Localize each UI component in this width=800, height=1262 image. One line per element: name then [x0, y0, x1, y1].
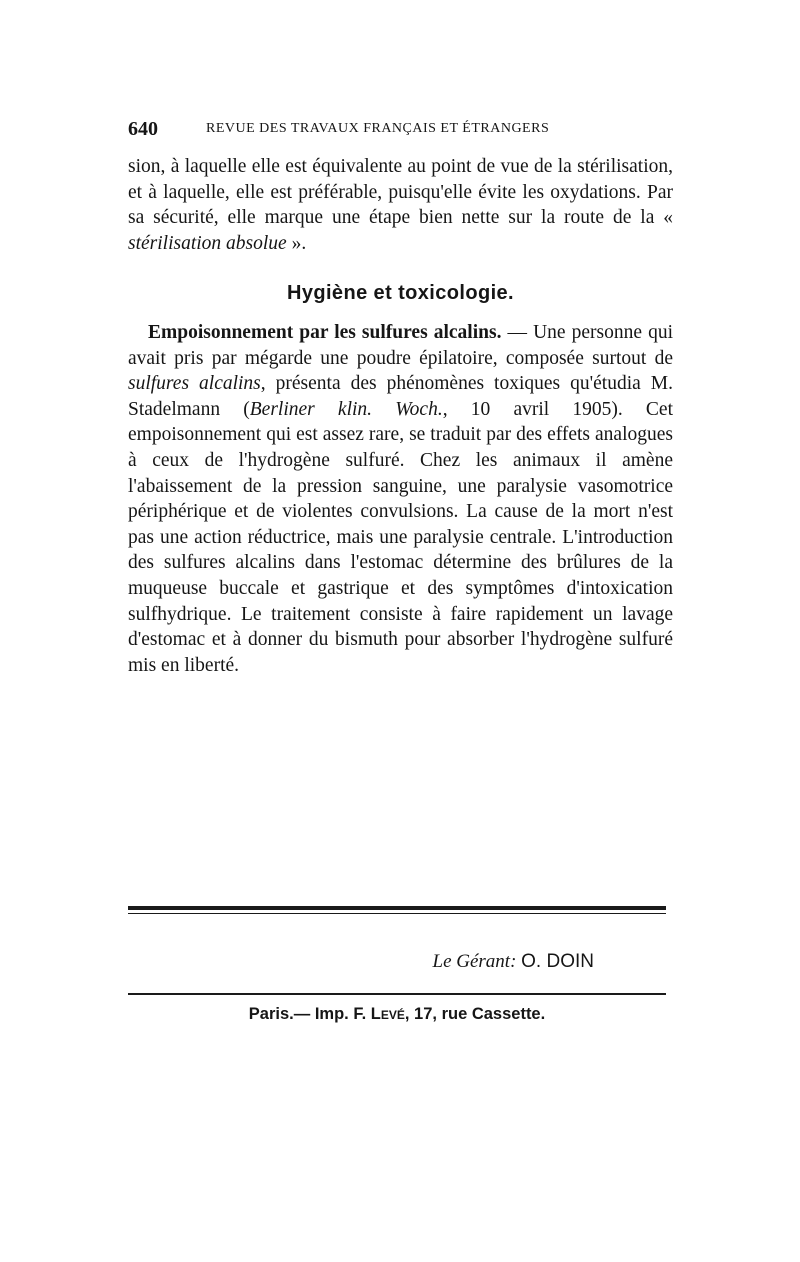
- section-heading: Hygiène et toxicologie.: [286, 282, 515, 304]
- signature-name: O. DOIN: [521, 951, 594, 972]
- running-header: [128, 118, 668, 142]
- intro-paragraph: [128, 154, 673, 256]
- article-text-2: , présenta des phénomènes toxiques qu'étudia M. Stadelmann (: [128, 373, 673, 420]
- article-text-1: — Une personne qui avait pris par mégarde une poudre épilatoire, composée surtout de: [128, 322, 673, 369]
- page-number: 640: [128, 118, 158, 140]
- imprint-address: , 17, rue Cassette.: [404, 1005, 546, 1023]
- article-paragraph: [128, 320, 673, 678]
- intro-emphasis: stérilisation absolue: [128, 232, 287, 254]
- imprint-line: [128, 1005, 666, 1024]
- signature-role: Le Gérant: [432, 951, 511, 972]
- signature: [128, 951, 594, 973]
- footer-rule-thick: [128, 906, 666, 910]
- article-emphasis-2: Berliner klin. Woch.: [249, 398, 443, 420]
- article-text-3: , 10 avril 1905). Cet empoisonnement qui est assez rare, se traduit par des effets analogues à ceux de l'hydrogène sulfuré. Chez les animaux il amène l'abaissement de la pression sanguine, une paralysie vasomotrice périphérique et de violentes convulsions. La cause de la mort n'est pas une action réductrice, mais une paralysie centrale. L'introduction des sulfures alcalins dans l'estomac détermine des brûlures de la muqueuse buccale et gastrique et des symptômes d'intoxication sulfhydrique. Le traitement consiste à faire rapidement un lavage d'estomac et à donner du bismuth pour absorber l'hydrogène sulfuré mis en liberté.: [128, 398, 673, 676]
- journal-title: REVUE DES TRAVAUX FRANÇAIS ET ÉTRANGERS: [206, 121, 550, 136]
- imprint-city: Paris: [248, 1005, 290, 1023]
- article-emphasis-1: sulfures alcalins: [128, 373, 261, 395]
- imprint-rule: [128, 993, 666, 995]
- footer-rule-thin: [128, 913, 666, 914]
- signature-separator: :: [510, 951, 517, 972]
- imprint-printer: F. Levé: [353, 1005, 405, 1023]
- intro-text: sion, à laquelle elle est équivalente au point de vue de la stérilisation, et à laquelle, elle est préférable, puisqu'elle évite les oxydations. Par sa sécurité, elle marque une étape bien nette sur la route de la «: [128, 156, 673, 229]
- intro-closing: ».: [291, 232, 307, 254]
- imprint-dash: .— Imp.: [289, 1005, 349, 1023]
- article-title: Empoisonnement par les sulfures alcalins.: [148, 322, 502, 343]
